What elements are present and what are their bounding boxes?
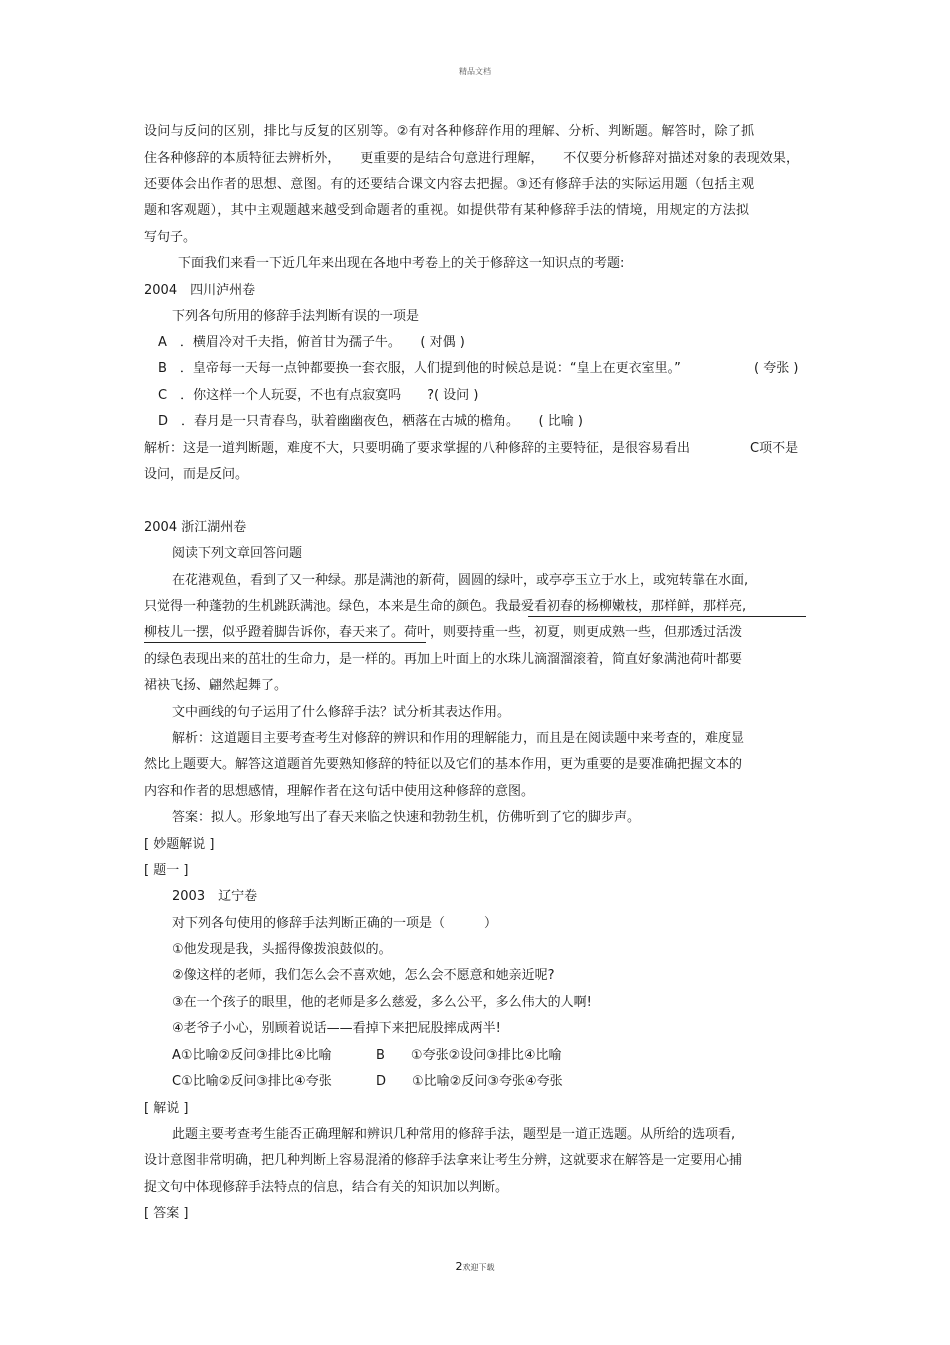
analysis-text: 然比上题要大。解答这道题首先要熟知修辞的特征以及它们的基本作用，更为重要的是要准确把握文本的 <box>144 757 743 772</box>
answer-text: 答案：拟人。形象地写出了春天来临之快速和勃勃生机，仿佛听到了它的脚步声。 <box>172 810 641 825</box>
passage-line: 裙袂飞扬、翩然起舞了。 <box>144 678 288 693</box>
explanation-text: 设计意图非常明确，把几种判断上容易混淆的修辞手法拿来让考生分辨，这就要求在解答是一定要用心捕 <box>144 1153 743 1168</box>
page-footer <box>0 1260 950 1273</box>
section-heading: 2004 浙江湖州卷 <box>144 520 247 535</box>
analysis-text: 解析：这道题目主要考查考生对修辞的辨识和作用的理解能力，而且是在阅读题中来考查的，难度显 <box>172 731 745 746</box>
option-b: B ①夸张②设问③排比④比喻 <box>376 1048 562 1063</box>
text-line: 题和客观题），其中主观题越来越受到命题者的重视。如提供带有某种修辞手法的情境，用规定的方法拟 <box>144 203 750 218</box>
footer-label: 欢迎下载 <box>462 1263 495 1272</box>
analysis-text-tail: C项不是 <box>750 441 799 456</box>
option-b: B ．皇帝每一天每一点钟都要换一套衣服，人们提到他的时候总是说：“皇上在更衣室里。” <box>158 361 681 376</box>
sentence-item: ②像这样的老师，我们怎么会不喜欢她，怎么会不愿意和她亲近呢? <box>172 968 555 983</box>
passage-line: 柳枝儿一摆，似乎蹬着脚告诉你，春天来了。荷叶，则要持重一些，初夏，则更成熟一些，但那透过活泼 <box>144 625 743 640</box>
sentence-item: ①他发现是我，头摇得像拨浪鼓似的。 <box>172 942 392 957</box>
option-c: C①比喻②反问③排比④夸张 <box>172 1074 332 1089</box>
section-label: [ 题一 ] <box>144 863 189 878</box>
passage-line: 在花港观鱼，看到了又一种绿。那是满池的新荷，圆圆的绿叶，或亭亭玉立于水上，或宛转靠在水面, <box>172 573 749 588</box>
question-text: 对下列各句使用的修辞手法判断正确的一项是（ ） <box>172 916 498 931</box>
text-line: 下面我们来看一下近几年来出现在各地中考卷上的关于修辞这一知识点的考题: <box>178 256 625 271</box>
text-line: 住各种修辞的本质特征去辨析外， 更重要的是结合句意进行理解， 不仅要分析修辞对描述对象的表现效果， <box>144 151 800 166</box>
analysis-text: 设问，而是反问。 <box>144 467 249 482</box>
option-c: C ．你这样一个人玩耍，不也有点寂寞吗 ?( 设问 ) <box>158 388 479 403</box>
sentence-item: ④老爷子小心，别顾着说话——看掉下来把屁股摔成两半! <box>172 1021 501 1036</box>
section-label: [ 答案 ] <box>144 1206 189 1221</box>
page-number: 2 <box>455 1260 463 1273</box>
text-line: 还要体会出作者的思想、意图。有的还要结合课文内容去把握。③还有修辞手法的实际运用题（包括主观 <box>144 177 755 192</box>
underline-mark <box>144 642 426 643</box>
text-line: 设问与反问的区别，排比与反复的区别等。②有对各种修辞作用的理解、分析、判断题。解答时，除了抓 <box>144 124 755 139</box>
explanation-text: 此题主要考查考生能否正确理解和辨识几种常用的修辞手法，题型是一道正选题。从所给的选项看, <box>172 1127 736 1142</box>
option-d: D ．春月是一只青春鸟，驮着幽幽夜色，栖落在古城的檐角。 ( 比喻 ) <box>158 414 583 429</box>
option-d: D ①比喻②反问③夸张④夸张 <box>376 1074 563 1089</box>
passage-line: 只觉得一种蓬勃的生机跳跃满池。绿色，本来是生命的颜色。我最爱看初春的杨柳嫩枝，那样鲜，那样亮, <box>144 599 747 614</box>
question-text: 文中画线的句子运用了什么修辞手法？试分析其表达作用。 <box>172 705 511 720</box>
question-text: 下列各句所用的修辞手法判断有误的一项是 <box>172 309 420 324</box>
page-header: 精品文档 <box>459 67 491 76</box>
explanation-text: 捉文句中体现修辞手法特点的信息，结合有关的知识加以判断。 <box>144 1180 509 1195</box>
section-label: [ 妙题解说 ] <box>144 837 215 852</box>
option-b-tag: ( 夸张 ) <box>754 361 799 376</box>
analysis-text: 内容和作者的思想感情，理解作者在这句话中使用这种修辞的意图。 <box>144 784 535 799</box>
option-a: A①比喻②反问③排比④比喻 <box>172 1048 332 1063</box>
instruction-text: 阅读下列文章回答问题 <box>172 546 303 561</box>
underline-mark <box>528 616 806 617</box>
section-label: [ 解说 ] <box>144 1101 189 1116</box>
sentence-item: ③在一个孩子的眼里，他的老师是多么慈爱，多么公平，多么伟大的人啊! <box>172 995 592 1010</box>
option-a: A ．横眉冷对千夫指，俯首甘为孺子牛。 ( 对偶 ) <box>158 335 465 350</box>
text-line: 写句子。 <box>144 230 197 245</box>
analysis-text: 解析：这是一道判断题，难度不大，只要明确了要求掌握的八种修辞的主要特征，是很容易看出 <box>144 441 691 456</box>
section-heading: 2004 四川泸州卷 <box>144 283 256 298</box>
section-heading: 2003 辽宁卷 <box>172 889 258 904</box>
passage-line: 的绿色表现出来的茁壮的生命力，是一样的。再加上叶面上的水珠儿滴溜溜滚着，简直好象满池荷叶都要 <box>144 652 743 667</box>
